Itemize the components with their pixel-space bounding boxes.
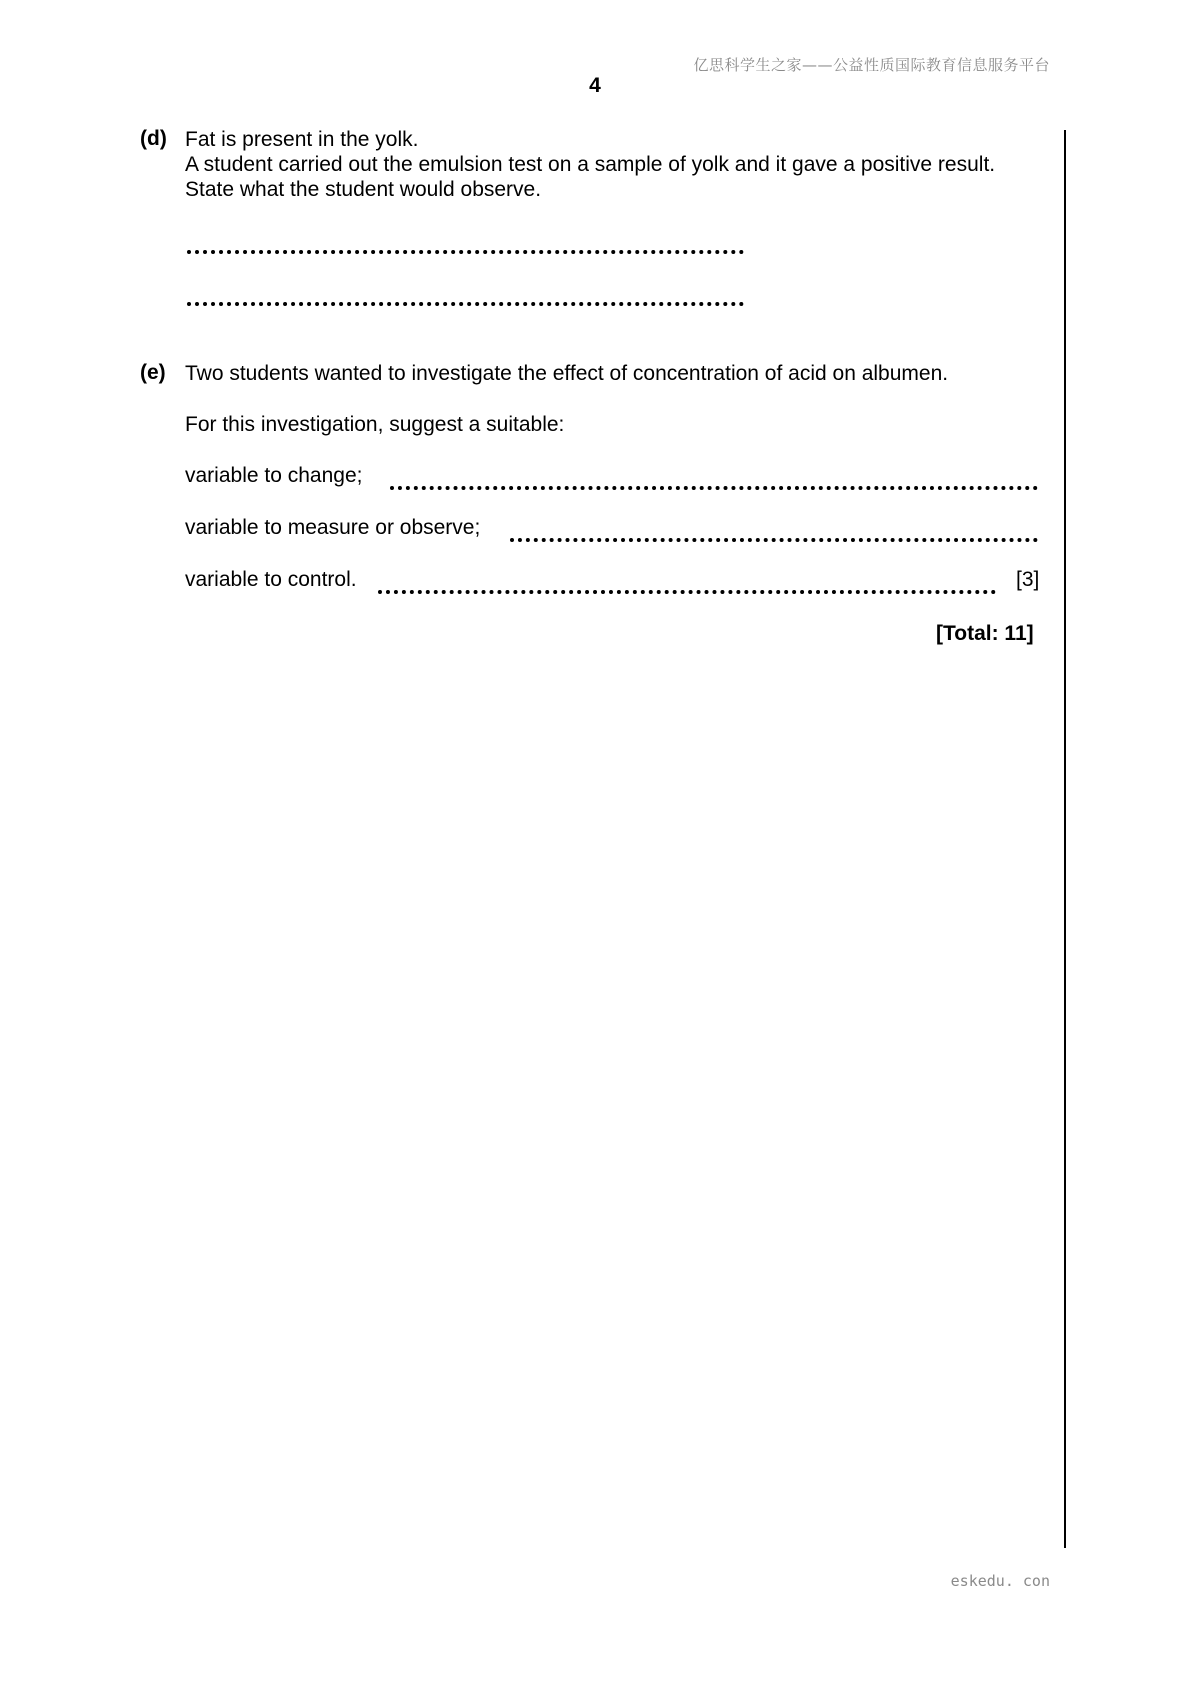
question-d-label: (d) <box>140 127 167 150</box>
margin-rule <box>1064 130 1066 1548</box>
answer-line-d-1[interactable] <box>187 250 744 254</box>
total-marks: [Total: 11] <box>936 622 1034 645</box>
question-e-prompt: For this investigation, suggest a suitable: <box>185 413 565 436</box>
question-e-intro: Two students wanted to investigate the effect of concentration of acid on albumen. <box>185 362 949 385</box>
page-number: 4 <box>589 74 601 97</box>
question-d-text-3: State what the student would observe. <box>185 178 542 201</box>
footer-site-text: eskedu. con <box>950 1572 1050 1590</box>
field-label-measure: variable to measure or observe; <box>185 516 481 539</box>
field-label-change: variable to change; <box>185 464 363 487</box>
answer-line-d-2[interactable] <box>187 302 744 306</box>
answer-line-measure[interactable] <box>510 538 1038 542</box>
question-d-text-1: Fat is present in the yolk. <box>185 128 419 151</box>
header-site-text: 亿思科学生之家——公益性质国际教育信息服务平台 <box>693 56 1050 74</box>
field-label-control: variable to control. <box>185 568 357 591</box>
question-e-label: (e) <box>140 361 166 384</box>
question-d-text-2: A student carried out the emulsion test on a sample of yolk and it gave a positive result. <box>185 153 996 176</box>
answer-line-change[interactable] <box>390 486 1038 490</box>
marks-allocation: [3] <box>1016 568 1040 591</box>
answer-line-control[interactable] <box>378 590 996 594</box>
